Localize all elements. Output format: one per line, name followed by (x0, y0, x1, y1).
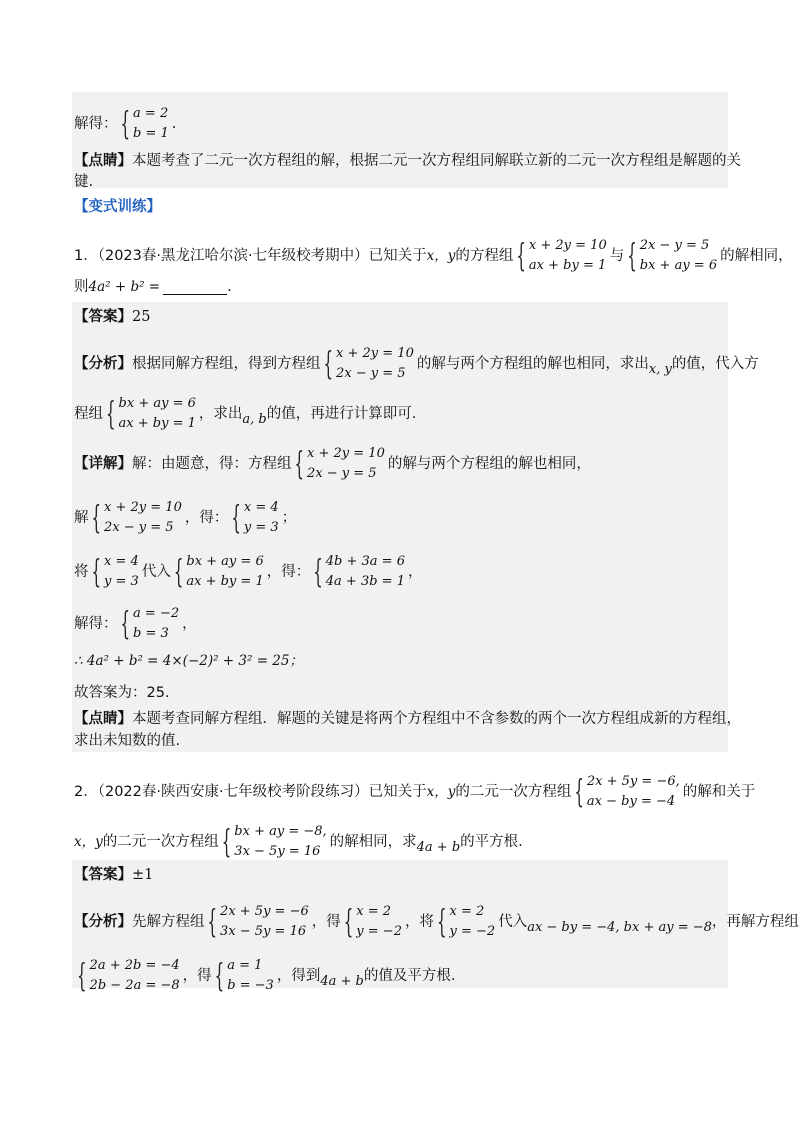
equation-system: { 4b + 3a = 6 4a + 3b = 1 (313, 553, 405, 591)
equation: a = −2 (133, 606, 180, 621)
equation: x + 2y = 10 (307, 446, 385, 461)
equation: x + 2y = 10 (104, 500, 182, 515)
answer-value: ±1 (132, 867, 154, 883)
equation: 2a + 2b = −4 (89, 958, 180, 973)
equation-system: { x = 4 y = 3 (231, 499, 279, 537)
q1-xiangjie-line-4 (74, 604, 730, 644)
q2-line-2 (74, 822, 730, 862)
text: ， (407, 564, 423, 580)
equation-system: { bx + ay = 6 ax + by = 1 (173, 553, 264, 591)
equation-system: { x + 2y = 10 2x − y = 5 (323, 345, 414, 383)
text: 的值，再进行计算即可. (266, 406, 417, 422)
equation-system: { x = 2 y = −2 (436, 903, 496, 941)
text: 解 (74, 510, 89, 526)
question-number: 2． (74, 784, 98, 800)
q1-line-2 (74, 276, 730, 298)
equation: 2x + 5y = −6, (586, 774, 680, 789)
equation: ax + by = 1 (186, 574, 264, 589)
text: 求出未知数的值. (74, 733, 181, 749)
text: 解：由题意，得：方程组 (132, 456, 292, 472)
dianjing-label: 【点睛】 (74, 711, 132, 727)
text: 的解与两个方程组的解也相同， (387, 456, 591, 472)
q1-xiangjie-line-1 (74, 444, 730, 484)
equation-system: { x = 2 y = −2 (343, 903, 402, 941)
text: 的二元一次方程组 (102, 834, 219, 850)
text: 的值，代入方 (671, 356, 759, 372)
text: ，将 (404, 914, 434, 930)
q1-fenxi-line-1 (74, 344, 759, 384)
prev-dianjing-line-2 (74, 171, 730, 193)
equation: y = 3 (104, 574, 139, 589)
equation-system: { bx + ay = 6 ax + by = 1 (106, 395, 196, 433)
equation-system: { x + 2y = 10 2x − y = 5 (294, 445, 385, 483)
equation: bx + ay = 6 (118, 396, 196, 411)
equation: x = 2 (356, 904, 392, 919)
equation-system: { x + 2y = 10 ax + by = 1 (516, 237, 607, 275)
equation: 2x − y = 5 (639, 238, 710, 253)
equation: 3x − 5y = 16 (234, 844, 321, 859)
answer-label: 【答案】 (74, 867, 132, 883)
q1-dianjing-line-2 (74, 730, 730, 752)
text: 本题考查同解方程组．解题的关键是将两个方程组中不含参数的两个一次方程组成新的方程组， (132, 711, 741, 727)
math-vars: x, y (648, 362, 672, 377)
equation-system: { x + 2y = 10 2x − y = 5 (91, 499, 182, 537)
text: 代入 (498, 914, 528, 930)
math-expression: 4a + b (416, 840, 461, 855)
text: 将 (74, 564, 89, 580)
text: ，得： (266, 564, 311, 580)
equation-system: { a = 2 b = 1 (120, 105, 169, 143)
q1-line-1 (74, 236, 793, 276)
text: ，得： (184, 510, 229, 526)
text: 的解和关于 (682, 784, 756, 800)
equation-system: { 2x + 5y = −6, ax − by = −4 (574, 773, 680, 811)
text: . (227, 279, 232, 295)
equation-system: { bx + ay = −8, 3x − 5y = 16 (221, 823, 327, 861)
equation: bx + ay = 6 (639, 258, 718, 273)
math-expression: ∴ 4a² + b² = 4×(−2)² + 3² = 25； (74, 653, 303, 669)
equation: 2b − 2a = −8 (89, 978, 180, 993)
q1-therefore-line (74, 650, 730, 672)
equation-system: { 2x − y = 5 bx + ay = 6 (627, 237, 718, 275)
text: 根据同解方程组，得到方程组 (132, 356, 321, 372)
equation: x = 4 (104, 554, 139, 569)
equation: x = 2 (449, 904, 485, 919)
text: 已知关于 (368, 248, 427, 264)
equation-system: { a = 1 b = −3 (214, 957, 274, 995)
equation: 4a + 3b = 1 (325, 574, 405, 589)
answer-blank (163, 280, 227, 295)
equation: 2x − y = 5 (307, 466, 377, 481)
text: 的解相同，求 (329, 834, 417, 850)
equation: x + 2y = 10 (336, 346, 414, 361)
text: 的二元一次方程组 (455, 784, 572, 800)
q1-fenxi-line-2 (74, 394, 730, 434)
text: ，再解方程组 (711, 914, 799, 930)
math-vars: x，y (426, 784, 456, 800)
section-title-text: 【变式训练】 (74, 199, 161, 215)
text: 解得： (74, 116, 118, 132)
equation: x = 4 (243, 500, 279, 515)
equation: 2x − y = 5 (104, 520, 174, 535)
question-source: （2023春·黑龙江哈尔滨·七年级校考期中） (97, 248, 369, 264)
math-expression: 4a + b (320, 974, 364, 989)
question-number: 1． (74, 248, 98, 264)
text: 键. (74, 174, 94, 190)
text: ，得到 (276, 968, 321, 984)
q1-dianjing-line-1 (74, 708, 741, 730)
equation: 2x − y = 5 (336, 366, 406, 381)
text: 解得： (74, 616, 118, 632)
equation: 3x − 5y = 16 (220, 924, 307, 939)
equation: a = 2 (133, 106, 169, 121)
text: 的解相同， (720, 248, 793, 264)
math-vars: a, b (242, 412, 267, 427)
equation: 2x + 5y = −6 (220, 904, 309, 919)
text: 已知关于 (368, 784, 427, 800)
text: 则 (74, 279, 89, 295)
fenxi-label: 【分析】 (74, 914, 132, 930)
equation: ax − by = −4 (586, 794, 676, 809)
equation-system: { 2a + 2b = −4 2b − 2a = −8 (77, 957, 180, 995)
equation: x + 2y = 10 (528, 238, 607, 253)
equation: bx + ay = −8, (234, 824, 327, 839)
q1-xiangjie-line-2 (74, 498, 730, 538)
equation-system: { x = 4 y = 3 (91, 553, 139, 591)
text: 代入 (141, 564, 171, 580)
equation: y = −2 (449, 924, 496, 939)
equation: 4b + 3a = 6 (325, 554, 405, 569)
question-source: （2022春·陕西安康·七年级校考阶段练习） (97, 784, 369, 800)
math-vars: x，y (426, 248, 456, 264)
text: ； (281, 510, 297, 526)
q1-guda-line (74, 682, 730, 704)
text: 的解与两个方程组的解也相同，求出 (416, 356, 649, 372)
q2-line-1 (74, 772, 756, 812)
text: 与 (609, 248, 625, 264)
answer-label: 【答案】 (74, 309, 132, 325)
prev-solution-line: 解得： { a = 2 b = 1 . (74, 105, 177, 143)
equation: bx + ay = 6 (186, 554, 264, 569)
dianjing-label: 【点睛】 (74, 153, 132, 169)
math-expression: ax − by = −4, bx + ay = −8 (527, 920, 712, 935)
text: ，求出 (198, 406, 243, 422)
math-vars: x，y (74, 834, 103, 850)
prev-dianjing-line (74, 150, 741, 172)
text: 本题考查了二元一次方程组的解，根据二元一次方程组同解联立新的二元一次方程组是解题的关 (132, 153, 741, 169)
q2-fenxi-line-2 (74, 956, 730, 996)
text: 程组 (74, 406, 103, 422)
q1-xiangjie-line-3 (74, 552, 730, 592)
equation: ax + by = 1 (528, 258, 607, 273)
equation: b = 1 (133, 126, 169, 141)
math-expression: 4a² + b² = (88, 279, 161, 295)
q1-answer-line (74, 306, 730, 328)
xiangjie-label: 【详解】 (74, 456, 132, 472)
text: ， (182, 616, 197, 632)
equation: y = 3 (243, 520, 279, 535)
text: ，得 (311, 914, 341, 930)
text: ，得 (182, 968, 212, 984)
equation: ax + by = 1 (118, 416, 196, 431)
text: 的方程组 (455, 248, 514, 264)
q2-fenxi-line-1 (74, 902, 799, 942)
q2-answer-line (74, 864, 730, 886)
text: 先解方程组 (132, 914, 205, 930)
equation-system: { 2x + 5y = −6 3x − 5y = 16 (207, 903, 309, 941)
equation: y = −2 (356, 924, 402, 939)
equation: b = −3 (227, 978, 274, 993)
fenxi-label: 【分析】 (74, 356, 132, 372)
text: 的值及平方根. (363, 968, 456, 984)
answer-value: 25 (132, 309, 151, 325)
equation: b = 3 (133, 626, 169, 641)
text: 的平方根. (460, 834, 523, 850)
equation-system: { a = −2 b = 3 (120, 605, 180, 643)
text: 故答案为：25. (74, 685, 170, 701)
equation: a = 1 (227, 958, 263, 973)
